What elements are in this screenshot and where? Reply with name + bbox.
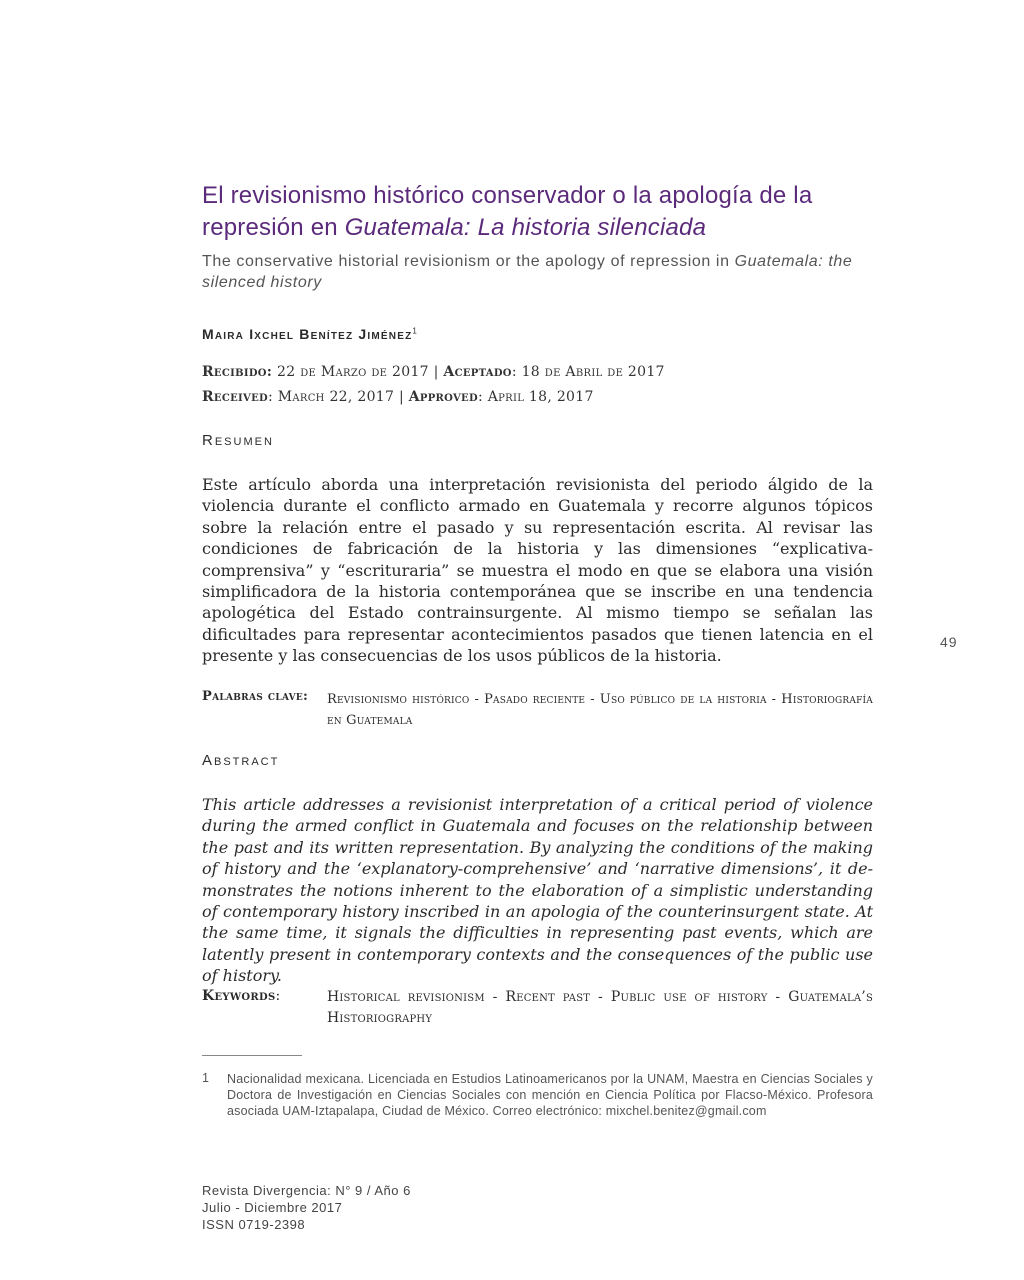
author-footnote-mark[interactable]: 1 [412, 326, 419, 336]
subtitle-italic: Guatemala: the silenced history [202, 253, 853, 291]
date-separator-en: | [398, 389, 404, 405]
article-title [202, 180, 882, 244]
keywords-label-text: Keywords [202, 988, 276, 1004]
keywords-colon: : [275, 988, 281, 1004]
footnote-text: Nacionalidad mexicana. Licenciada en Estudios Latinoamericanos por la UNAM, Maestra en Ciencias Sociales y Doctora de Investigación en Ciencias Sociales con mención en Ciencia Política por Flacso-México. Profesora asociada UAM-Iztapalapa, Ciudad de México. Correo electrónico: mixchel.benitez@gmail.com [227, 1072, 873, 1118]
abstract-heading: Abstract [202, 752, 280, 769]
footnote-divider [202, 1055, 302, 1056]
journal-line-1: Revista Divergencia: N° 9 / Año 6 [202, 1183, 411, 1198]
journal-line-2: Julio - Diciembre 2017 [202, 1200, 343, 1215]
date-separator: | [433, 364, 439, 380]
subtitle-main: The conservative historial revisionism or the apology of repression in [202, 253, 735, 270]
received-label-es: Recibido: [202, 364, 273, 380]
dates-spanish [202, 364, 665, 380]
journal-issn: ISSN 0719-2398 [202, 1217, 306, 1232]
resumen-heading: Resumen [202, 432, 274, 449]
title-main: El revisionismo histórico conservador o la apología de la represión en [202, 182, 813, 241]
palabras-clave-label: Palabras clave: [202, 689, 309, 704]
author-name [202, 326, 418, 342]
received-value-en: : March 22, 2017 [267, 389, 395, 405]
resumen-text: Este artículo aborda una interpretación revisionista del periodo álgido de la violencia durante el conflicto armado en Guatemala y recorre algunos tópicos sobre la relación entre el pasado y su representación escrita. Al revisar las condiciones de fabricación de la historia y las dimensiones “explicativa-comprensiva” y “escrituraria” se muestra el modo en que se elabora una visión simplificadora de la historia contemporánea que se inscribe en una tendencia apologética del Estado contrainsurgente. Al mismo tiempo se señalan las dificultades para representar acontecimientos pasados que tienen latencia en el presente y las consecuencias de los usos públicos de la historia. [202, 475, 873, 666]
palabras-clave-text: Revisionismo histórico - Pasado reciente - Uso público de la historia - Historiografía en Guatemala [327, 692, 873, 728]
article-subtitle [202, 251, 882, 293]
accepted-label-es: Aceptado [443, 364, 512, 380]
author-name-text: Maira Ixchel Benítez Jiménez [202, 326, 413, 342]
accepted-value-es: : 18 de Abril de 2017 [511, 364, 665, 380]
keywords-text: Historical revisionism - Recent past - Public use of history - Guatemala’s Historiography [327, 989, 873, 1026]
approved-label-en: Approved [408, 389, 478, 405]
approved-value-en: : April 18, 2017 [477, 389, 594, 405]
title-italic: Guatemala: La historia silenciada [344, 214, 707, 241]
abstract-text: This article addresses a revisionist interpretation of a critical period of violence during the armed conflict in Guatemala and focuses on the relationship between the past and its written representation. By analyzing the conditions of the making of history and the ‘explanatory-comprehensive’ and ‘narrative dimensions’, it de-monstrates the notions inherent to the elaboration of a simplistic understanding of contemporary history inscribed in an apologia of the counterinsurgent state. At the same time, it signals the difficulties in representing past events, which are latently present in contemporary contexts and the consequences of the public use of history. [202, 795, 873, 986]
keywords-label [202, 988, 281, 1004]
dates-english [202, 389, 594, 405]
journal-info [202, 1182, 411, 1233]
footnote-number: 1 [202, 1071, 209, 1085]
received-value-es: 22 de Marzo de 2017 [277, 364, 429, 380]
received-label-en: Received [202, 389, 268, 405]
page-number: 49 [940, 634, 958, 650]
